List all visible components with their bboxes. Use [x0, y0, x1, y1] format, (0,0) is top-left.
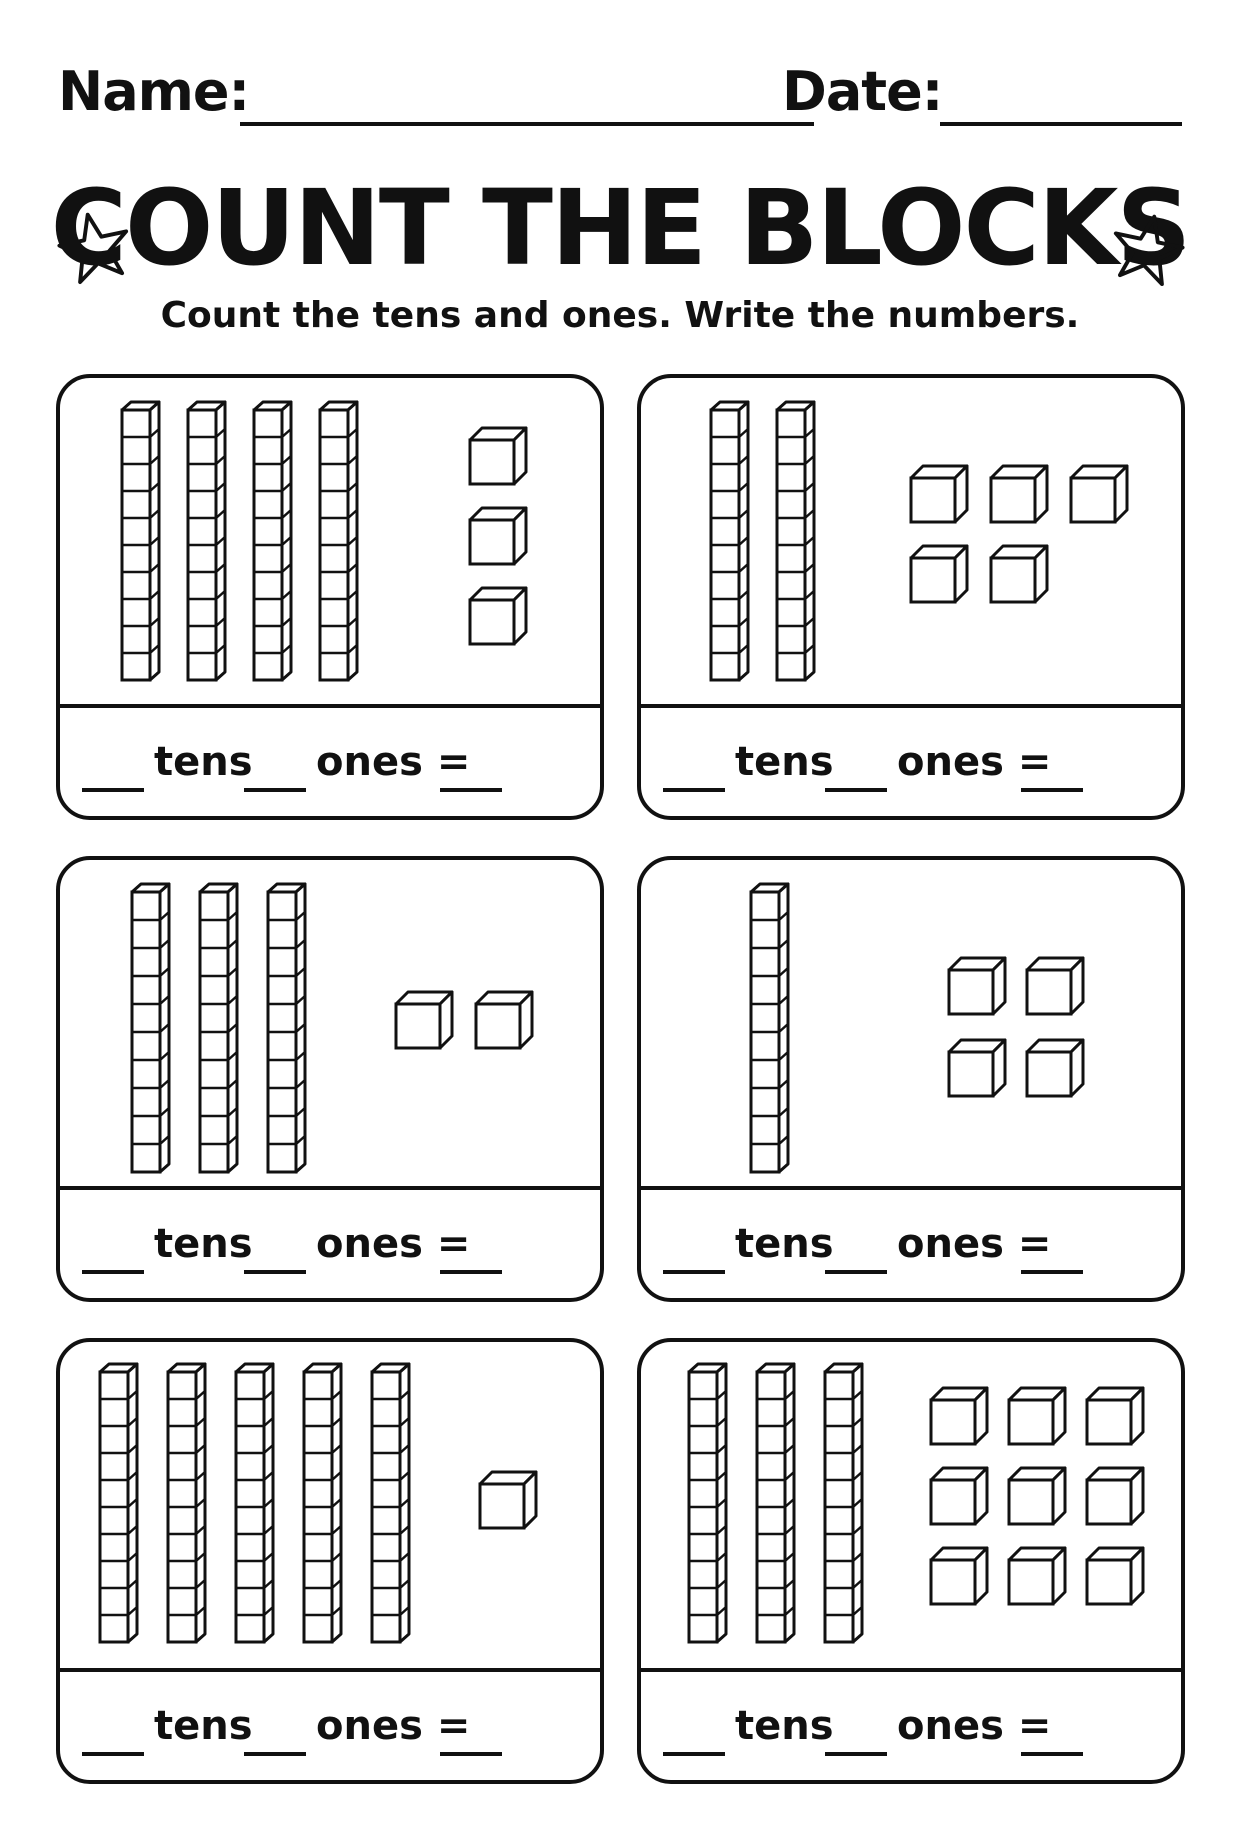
ten-rod: [188, 402, 225, 680]
ones-blank[interactable]: [244, 1270, 306, 1274]
ten-rod: [372, 1364, 409, 1642]
base-ten-blocks: [641, 860, 1181, 1190]
block-card: [56, 856, 604, 1302]
ten-rod: [268, 884, 305, 1172]
header-row: [58, 60, 1182, 140]
name-field[interactable]: [240, 122, 814, 126]
tens-label: tens: [735, 1703, 834, 1749]
tens-label: tens: [154, 1703, 253, 1749]
ten-rod: [751, 884, 788, 1172]
ten-rod: [825, 1364, 862, 1642]
tens-label: tens: [735, 1221, 834, 1267]
ten-rod: [689, 1364, 726, 1642]
tens-blank[interactable]: [82, 1752, 144, 1756]
ten-rod: [711, 402, 748, 680]
answer-row: [641, 704, 1181, 816]
tens-label: tens: [154, 739, 253, 785]
ones-blank[interactable]: [825, 1752, 887, 1756]
total-blank[interactable]: [1021, 1270, 1083, 1274]
one-cube: [991, 466, 1047, 522]
one-cube: [1027, 958, 1083, 1014]
one-cube: [931, 1388, 987, 1444]
ones-label: ones =: [316, 1703, 471, 1749]
date-field[interactable]: [940, 122, 1182, 126]
one-cube: [1009, 1468, 1065, 1524]
one-cube: [1009, 1388, 1065, 1444]
one-cube: [931, 1468, 987, 1524]
ones-label: ones =: [897, 1703, 1052, 1749]
one-cube: [1027, 1040, 1083, 1096]
base-ten-blocks: [60, 1342, 600, 1672]
ten-rod: [254, 402, 291, 680]
one-cube: [1009, 1548, 1065, 1604]
ten-rod: [122, 402, 159, 680]
one-cube: [470, 508, 526, 564]
base-ten-blocks: [60, 860, 600, 1190]
ten-rod: [320, 402, 357, 680]
ten-rod: [757, 1364, 794, 1642]
tens-label: tens: [735, 739, 834, 785]
one-cube: [911, 546, 967, 602]
total-blank[interactable]: [440, 788, 502, 792]
base-ten-blocks: [60, 378, 600, 708]
one-cube: [470, 588, 526, 644]
date-label: Date:: [782, 60, 943, 123]
one-cube: [991, 546, 1047, 602]
one-cube: [911, 466, 967, 522]
ones-blank[interactable]: [825, 1270, 887, 1274]
block-card: [637, 1338, 1185, 1784]
ones-label: ones =: [897, 739, 1052, 785]
ones-label: ones =: [316, 1221, 471, 1267]
answer-row: [641, 1186, 1181, 1298]
block-card: [637, 856, 1185, 1302]
ten-rod: [304, 1364, 341, 1642]
ones-blank[interactable]: [825, 788, 887, 792]
tens-label: tens: [154, 1221, 253, 1267]
ten-rod: [168, 1364, 205, 1642]
base-ten-blocks: [641, 378, 1181, 708]
tens-blank[interactable]: [663, 788, 725, 792]
one-cube: [1087, 1388, 1143, 1444]
block-card: [637, 374, 1185, 820]
total-blank[interactable]: [440, 1270, 502, 1274]
block-card: [56, 374, 604, 820]
one-cube: [470, 428, 526, 484]
ten-rod: [200, 884, 237, 1172]
one-cube: [949, 1040, 1005, 1096]
one-cube: [1087, 1548, 1143, 1604]
ten-rod: [777, 402, 814, 680]
name-label: Name:: [58, 60, 250, 123]
tens-blank[interactable]: [663, 1270, 725, 1274]
ones-blank[interactable]: [244, 1752, 306, 1756]
tens-blank[interactable]: [82, 1270, 144, 1274]
ten-rod: [100, 1364, 137, 1642]
tens-blank[interactable]: [82, 788, 144, 792]
one-cube: [949, 958, 1005, 1014]
instructions: Count the tens and ones. Write the numbers.: [160, 295, 1080, 336]
one-cube: [396, 992, 452, 1048]
ten-rod: [132, 884, 169, 1172]
total-blank[interactable]: [1021, 788, 1083, 792]
star-right-icon: [1108, 212, 1186, 290]
block-card: [56, 1338, 604, 1784]
ones-label: ones =: [316, 739, 471, 785]
answer-row: [60, 1186, 600, 1298]
answer-row: [60, 1668, 600, 1780]
one-cube: [931, 1548, 987, 1604]
base-ten-blocks: [641, 1342, 1181, 1672]
tens-blank[interactable]: [663, 1752, 725, 1756]
ones-label: ones =: [897, 1221, 1052, 1267]
page-title: COUNT THE BLOCKS: [50, 167, 1190, 289]
ones-blank[interactable]: [244, 788, 306, 792]
one-cube: [1087, 1468, 1143, 1524]
one-cube: [480, 1472, 536, 1528]
one-cube: [1071, 466, 1127, 522]
answer-row: [641, 1668, 1181, 1780]
answer-row: [60, 704, 600, 816]
ten-rod: [236, 1364, 273, 1642]
total-blank[interactable]: [440, 1752, 502, 1756]
one-cube: [476, 992, 532, 1048]
total-blank[interactable]: [1021, 1752, 1083, 1756]
